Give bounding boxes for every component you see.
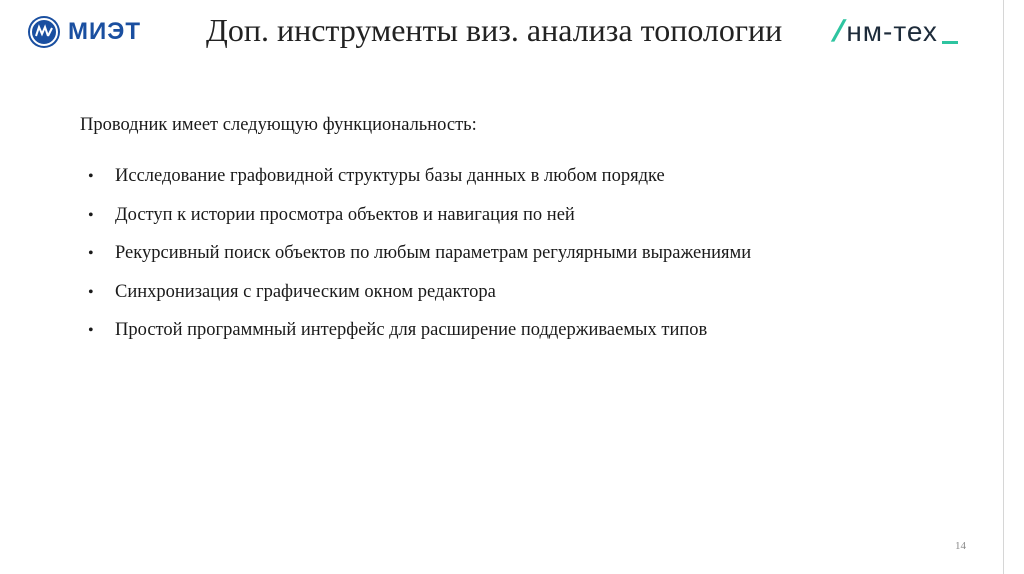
list-item-text: Рекурсивный поиск объектов по любым параметрам регулярными выражениями	[115, 243, 752, 263]
list-item-text: Простой программный интерфейс для расширение поддерживаемых типов	[115, 320, 708, 340]
list-item-text: Синхронизация с графическим окном редактора	[115, 281, 496, 302]
bullet-icon: •	[88, 206, 94, 224]
miet-logo	[28, 14, 141, 50]
list-item	[88, 320, 751, 359]
list-item-text: Исследование графовидной структуры базы данных в любом порядке	[115, 166, 665, 186]
intro-text: Проводник имеет следующую функциональность:	[80, 115, 477, 135]
list-item	[88, 205, 751, 244]
miet-emblem-icon	[28, 16, 60, 48]
nmtech-underscore-icon	[942, 41, 958, 44]
right-divider	[1003, 0, 1004, 574]
nmtech-logo	[828, 14, 958, 50]
nmtech-logo-text: нм-тех	[846, 16, 938, 47]
bullet-icon: •	[88, 322, 94, 339]
miet-logo-text: МИЭТ	[68, 18, 141, 45]
list-item	[88, 282, 751, 321]
list-item	[88, 243, 751, 282]
bullet-icon: •	[88, 245, 94, 262]
nmtech-slash-icon: /	[828, 15, 849, 48]
list-item-text: Доступ к истории просмотра объектов и навигация по ней	[115, 204, 575, 225]
page-number: 14	[955, 540, 966, 552]
list-item	[88, 166, 751, 205]
feature-list	[88, 166, 751, 359]
bullet-icon: •	[88, 283, 94, 301]
slide-title: Доп. инструменты виз. анализа топологии	[206, 12, 783, 48]
bullet-icon: •	[88, 168, 94, 185]
